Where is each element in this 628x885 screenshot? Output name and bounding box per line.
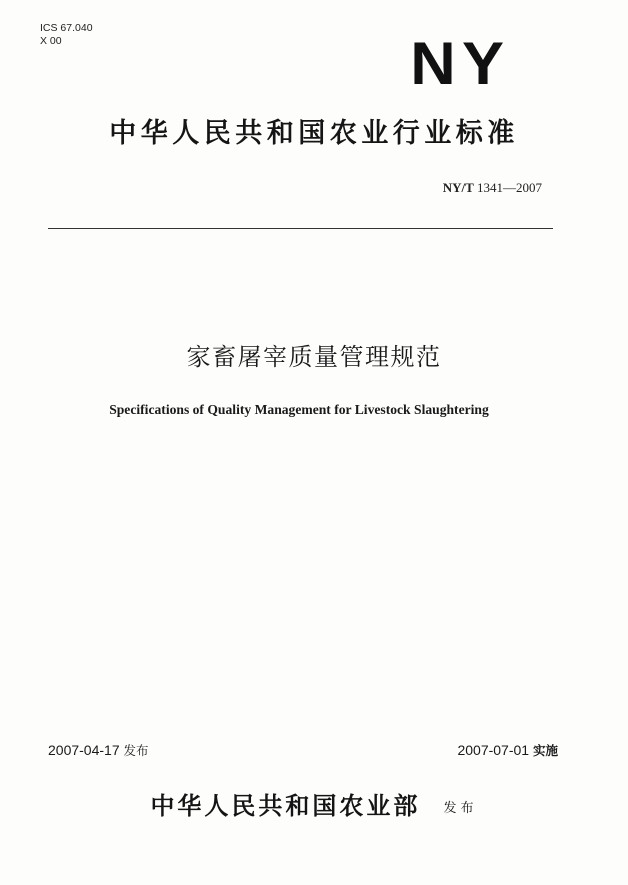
issue-date bbox=[48, 741, 149, 760]
publisher-verb: 发布 bbox=[443, 801, 478, 816]
implementation-date-label: 实施 bbox=[532, 743, 558, 758]
implementation-date bbox=[457, 741, 558, 760]
standard-number-code: NY/T bbox=[442, 180, 474, 195]
classification-code: X 00 bbox=[40, 35, 62, 47]
standard-number bbox=[443, 180, 542, 196]
issue-date-label: 发布 bbox=[123, 743, 149, 758]
header-divider bbox=[48, 228, 553, 229]
issue-date-value: 2007-04-17 bbox=[48, 742, 120, 758]
ny-logo: NY bbox=[409, 30, 510, 97]
document-title-en: Specifications of Quality Management for Livestock Slaughtering bbox=[109, 402, 489, 417]
publisher-line bbox=[0, 791, 628, 821]
publisher-org: 中华人民共和国农业部 bbox=[150, 792, 421, 820]
ics-code: ICS 67.040 bbox=[40, 22, 93, 34]
document-title-zh: 家畜屠宰质量管理规范 bbox=[186, 343, 442, 371]
implementation-date-value: 2007-07-01 bbox=[457, 742, 530, 758]
standard-number-value: 1341—2007 bbox=[477, 180, 542, 195]
standard-type-heading: 中华人民共和国农业行业标准 bbox=[109, 118, 519, 149]
